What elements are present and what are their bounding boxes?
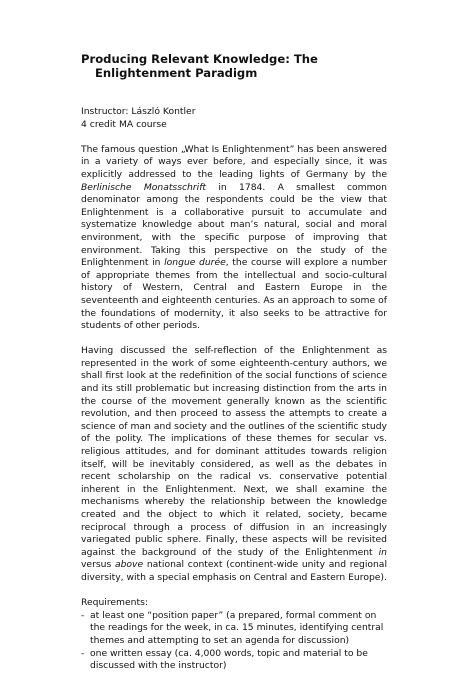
longue-duree-term: longue durée — [164, 257, 226, 269]
requirements-heading: Requirements: — [81, 597, 148, 609]
requirements-list — [81, 610, 387, 673]
list-item — [81, 610, 387, 648]
paragraph-outline-text-1: Having discussed the self-reflection of the Enlightenment as represented in the work of some eighteenth-century authors, we shall first look at the redefinition of the social functions of science and its still problematic but increasing distinction from the arts in the course of the movement generally known as the scientific revolution, and then proceed to assess the attempts to create a science of man and society and the outlines of the scientific study of the polity. The implications of these themes for secular vs. religious attitudes, and for dominant attitudes towards religion itself, will be inevitably considered, as well as the debates in recent scholarship on the radical vs. conservative potential inherent in the Enlightenment. Next, we shall examine the mechanisms whereby the relationship between the knowledge created and the object to which it related, society, became reciprocal through a process of diffusion in an increasingly variegated public sphere. Finally, these aspects will be revisited against the background of the study of the Enlightenment — [81, 345, 387, 558]
requirement-text: one written essay (ca. 4,000 words, topic and material to be discussed with the instructor) — [90, 647, 368, 672]
paragraph-intro-text-2: in 1784. A smallest common denominator among the respondents could be the view that Enlightenment is a collaborative pursuit to accumulate and systematize knowledge about man’s natural, social and moral environment, with the specific purpose of improving that environment. Taking this perspective on the study of the Enlightenment in — [81, 181, 388, 269]
requirement-text: at least one “position paper” (a prepared, formal comment on the readings for the week, in ca. 15 minutes, identifying central themes and attempting to set an agenda for discussion) — [90, 609, 384, 646]
paragraph-intro-text-3: , the course will explore a number of appropriate themes from the intellectual and socio-cultural history of Western, Central and Eastern Europe in the seventeenth and eighteenth centuries. As an approach to some of the foundations of modernity, it also seeks to be attractive for students of other periods. — [81, 257, 387, 332]
bullet-dash: - — [81, 647, 85, 659]
in-emphasis: in — [378, 546, 387, 558]
list-item — [81, 648, 387, 673]
journal-title: Berlinische Monatsschrift — [81, 181, 207, 193]
course-title: Producing Relevant Knowledge: The Enlightenment Paradigm — [81, 52, 318, 80]
paragraph-intro-text-1: The famous question „What Is Enlightenment” has been answered in a variety of ways ever before, and especially since, it was explicitly addressed to the leading lights of Germany by the — [81, 143, 387, 180]
bullet-dash: - — [81, 609, 85, 621]
paragraph-outline-text-2: versus — [81, 559, 115, 571]
above-emphasis: above — [114, 559, 144, 571]
paragraph-outline-text-3: national context (continent-wide unity and regional diversity, with a special emphasis on Central and Eastern Europe). — [81, 559, 387, 583]
paragraph-intro — [81, 144, 387, 333]
instructor-line: Instructor: László Kontler — [81, 106, 196, 117]
document-page — [81, 52, 387, 673]
course-meta — [81, 106, 387, 131]
credit-line: 4 credit MA course — [81, 118, 167, 130]
paragraph-outline — [81, 345, 387, 584]
